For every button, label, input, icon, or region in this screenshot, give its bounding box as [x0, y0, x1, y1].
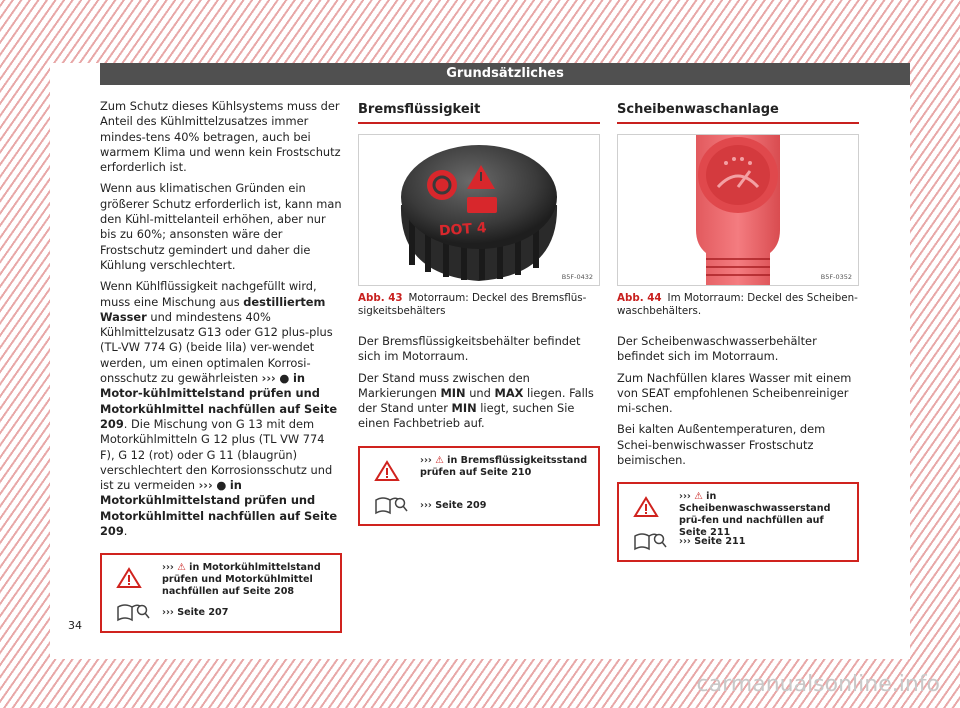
page-number: 34 — [68, 619, 82, 632]
warning-small-icon: ⚠ — [177, 562, 186, 574]
arrow-glyph: ››› — [162, 607, 174, 619]
brake-fluid-cap-illustration — [359, 135, 599, 285]
watermark: carmanualsonline.info — [696, 672, 940, 697]
warning-triangle-icon — [633, 496, 659, 518]
warning-box — [358, 446, 600, 526]
warning-box — [100, 553, 342, 633]
warning-reference[interactable] — [420, 455, 592, 479]
cross-reference-link[interactable]: in Motorkühlmittelstand prüfen und Motorkühlmittel nachfüllen auf Seite 209 — [100, 478, 338, 539]
min-marking: MIN — [451, 401, 477, 416]
figure-brake-cap — [358, 134, 600, 286]
min-marking: MIN — [440, 385, 466, 400]
figure-label: Abb. 43 — [358, 292, 403, 304]
manual-book-icon — [633, 530, 667, 552]
paragraph: Zum Nachfüllen klares Wasser mit einem von SEAT empfohlenen Scheibenreiniger mi-schen. — [617, 370, 852, 416]
text: . Die Mischung von G 13 mit dem Motorkühlmitteln G 12 plus (TL VW 774 F), G 12 (rot) oder G 11 (blaugrün) verschlechtert den Korrosionsschutz und ist zu vermeiden — [100, 416, 333, 493]
warning-reference[interactable] — [679, 491, 851, 539]
manual-book-icon — [374, 494, 408, 516]
warning-reference[interactable] — [162, 562, 334, 598]
arrow-glyph: ››› — [420, 499, 432, 511]
info-circle-icon: ● — [216, 478, 227, 493]
paragraph: Der Bremsflüssigkeitsbehälter befindet sich im Motorraum. — [358, 334, 581, 364]
reference-text: Seite 211 — [694, 536, 746, 548]
text: Der Stand muss zwischen den Markierungen — [358, 370, 530, 400]
section-title: Scheibenwaschanlage — [617, 102, 859, 124]
cross-reference-link[interactable]: in Motor-kühlmittelstand prüfen und Motorkühlmittel nachfüllen auf Seite 209 — [100, 371, 338, 431]
column-washer — [617, 99, 859, 562]
paragraph — [358, 371, 600, 432]
reference-text: Seite 207 — [177, 607, 229, 619]
warning-triangle-icon — [374, 460, 400, 482]
column-coolant — [100, 99, 342, 633]
figure-code: B5F-0432 — [561, 273, 593, 281]
warning-text: in Bremsflüssigkeitsstand prüfen auf Seite 210 — [420, 454, 588, 478]
text: Wenn Kühlflüssigkeit nachgefüllt wird, muss eine Mischung aus — [100, 279, 317, 309]
arrow-glyph: ››› — [679, 536, 691, 548]
text: und mindestens 40% Kühlmittelzusatz G13 oder G12 plus-plus (TL-VW 774 G) (beide lila) ver-wendet werden, um einen optimalen Korrosi-onsschutz zu gewährleisten — [100, 309, 333, 386]
text: liegt, suchen Sie einen Fachbetrieb auf. — [358, 401, 575, 431]
text: . — [123, 524, 128, 539]
figure-code: B5F-0352 — [820, 273, 852, 281]
reference-text: Seite 209 — [435, 499, 487, 511]
bold-text: destilliertem Wasser — [100, 294, 326, 324]
arrow-glyph: ››› — [261, 371, 276, 386]
warning-triangle-icon — [116, 567, 142, 589]
page-reference[interactable] — [679, 536, 745, 547]
section-title: Bremsflüssigkeit — [358, 102, 600, 124]
page — [50, 63, 910, 659]
max-marking: MAX — [494, 385, 524, 400]
caption-text: Motorraum: Deckel des Bremsflüs-sigkeitsbehälters — [358, 292, 587, 317]
paragraph — [100, 279, 342, 539]
header-bar: Grundsätzliches — [100, 63, 910, 85]
paragraph: Wenn aus klimatischen Gründen ein größerer Schutz erforderlich ist, kann man den Kühl-mittelanteil erhöhen, aber nur bis zu 60%; ansonsten wäre der Frostschutz gemindert und daher die Kühlung verschlechtert. — [100, 181, 342, 272]
arrow-glyph: ››› — [679, 491, 691, 503]
column-brake-fluid — [358, 99, 600, 526]
warning-text: in Scheibenwaschwasserstand prü-fen und nachfüllen auf Seite 211 — [679, 491, 831, 539]
text: liegen. Falls der Stand unter — [358, 385, 594, 416]
cap-marking: DOT 4 — [438, 220, 488, 240]
paragraph: Der Scheibenwaschwasserbehälter befindet sich im Motorraum. — [617, 334, 817, 364]
page-reference[interactable] — [420, 500, 486, 511]
paragraph: Zum Schutz dieses Kühlsystems muss der Anteil des Kühlmittelzusatzes immer mindes-tens 40% betragen, auch bei warmem Klima und wenn kein Frostschutz erforderlich ist. — [100, 99, 341, 175]
paragraph: Bei kalten Außentemperaturen, dem Schei-benwischwasser Frostschutz beimischen. — [617, 422, 826, 468]
arrow-glyph: ››› — [162, 562, 174, 574]
figure-caption — [358, 292, 600, 318]
arrow-glyph: ››› — [420, 454, 432, 466]
caption-text: Im Motorraum: Deckel des Scheiben-waschbehälters. — [617, 292, 858, 317]
text: und — [465, 385, 495, 400]
page-reference[interactable] — [162, 607, 228, 618]
figure-label: Abb. 44 — [617, 292, 662, 304]
info-circle-icon: ● — [279, 371, 290, 386]
manual-book-icon — [116, 601, 150, 623]
warning-small-icon: ⚠ — [694, 491, 703, 503]
warning-box — [617, 482, 859, 562]
figure-caption — [617, 292, 859, 318]
arrow-glyph: ››› — [198, 478, 213, 493]
washer-cap-illustration — [618, 135, 858, 285]
warning-small-icon: ⚠ — [435, 454, 444, 466]
figure-washer-cap — [617, 134, 859, 286]
warning-text: in Motorkühlmittelstand prüfen und Motorkühlmittel nachfüllen auf Seite 208 — [162, 562, 321, 598]
